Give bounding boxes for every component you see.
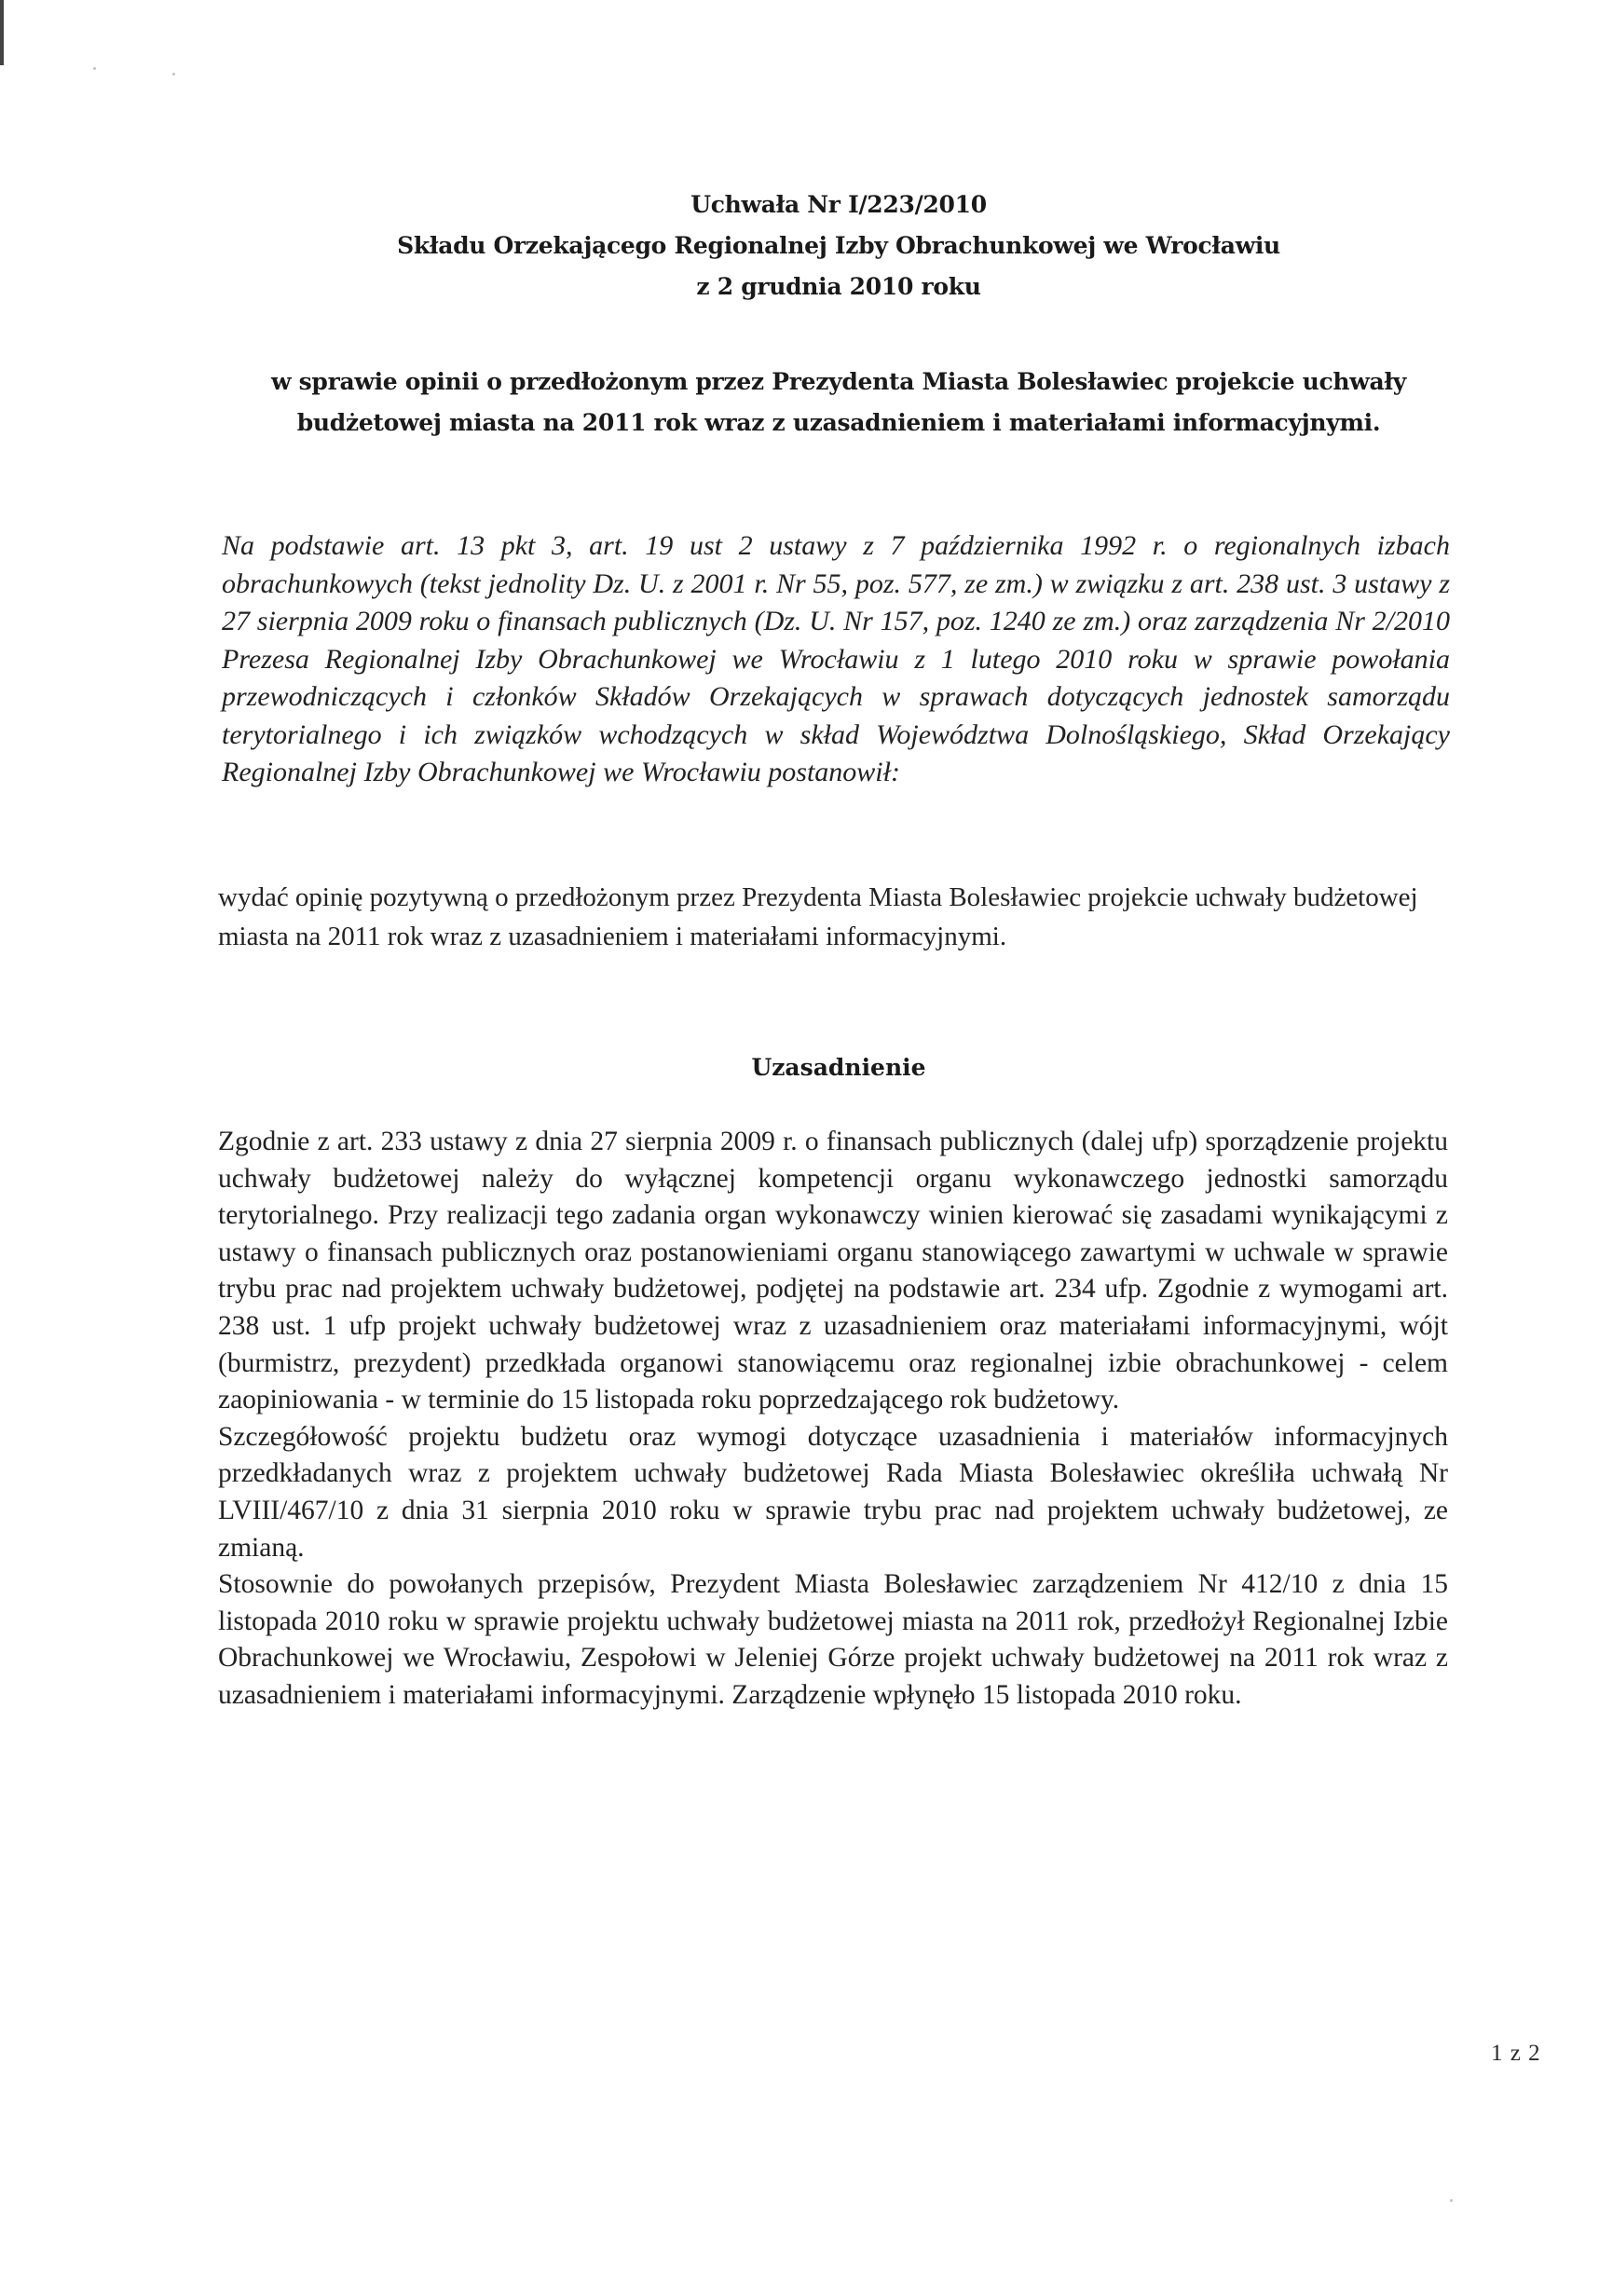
scan-speck (1450, 2199, 1453, 2202)
issuer-name: Składu Orzekającego Regionalnej Izby Obrachunkowej we Wrocławiu (397, 232, 1280, 259)
resolution-date: z 2 grudnia 2010 roku (696, 273, 981, 300)
decision-paragraph: wydać opinię pozytywną o przedłożonym przez Prezydenta Miasta Bolesławiec projekcie uchwały budżetowej miasta na 2011 rok wraz z uzasadnieniem i materiałami informacyjnymi. (218, 882, 1418, 951)
document-header (224, 184, 1454, 308)
justification-paragraph: Szczegółowość projektu budżetu oraz wymogi dotyczące uzasadnienia i materiałów informacyjnych przedkładanych wraz z projektem uchwały budżetowej Rada Miasta Bolesławiec określiła uchwałą Nr LVIII/467/10 z dnia 31 sierpnia 2010 roku w sprawie trybu prac nad projektem uchwały budżetowej, ze zmianą. (218, 1421, 1448, 1563)
scan-edge-mark (0, 0, 4, 65)
justification-body (218, 1124, 1448, 1715)
scan-speck (93, 67, 96, 70)
resolution-subject: w sprawie opinii o przedłożonym przez Prezydenta Miasta Bolesławiec projekcie uchwały budżetowej miasta na 2011 rok wraz z uzasadnieniem i materiałami informacyjnymi. (271, 368, 1406, 436)
legal-basis-paragraph: Na podstawie art. 13 pkt 3, art. 19 ust 2 ustawy z 7 października 1992 r. o regionalnych izbach obrachunkowych (tekst jednolity Dz. U. z 2001 r. Nr 55, poz. 577, ze zm.) w związku z art. 238 ust. 3 ustawy z 27 sierpnia 2009 roku o finansach publicznych (Dz. U. Nr 157, poz. 1240 ze zm.) oraz zarządzenia Nr 2/2010 Prezesa Regionalnej Izby Obrachunkowej we Wrocławiu z 1 lutego 2010 roku w sprawie powołania przewodniczących i członków Składów Orzekających w sprawach dotyczących jednostek samorządu terytorialnego i ich związków wchodzących w skład Województwa Dolnośląskiego, Skład Orzekający Regionalnej Izby Obrachunkowej we Wrocławiu postanowił: (222, 530, 1450, 787)
resolution-number: Uchwała Nr I/223/2010 (690, 191, 987, 218)
justification-paragraph: Zgodnie z art. 233 ustawy z dnia 27 sierpnia 2009 r. o finansach publicznych (dalej ufp) sporządzenie projektu uchwały budżetowej należy do wyłącznej kompetencji organu wykonawczego jednostki samorządu terytorialnego. Przy realizacji tego zadania organ wykonawczy winien kierować się zasadami wynikającymi z ustawy o finansach publicznych oraz postanowieniami organu stanowiącego zawartymi w uchwale w sprawie trybu prac nad projektem uchwały budżetowej, podjętej na podstawie art. 234 ufp. Zgodnie z wymogami art. 238 ust. 1 ufp projekt uchwały budżetowej wraz z uzasadnieniem oraz materiałami informacyjnymi, wójt (burmistrz, prezydent) przedkłada organowi stanowiącemu oraz regionalnej izbie obrachunkowej - celem zaopiniowania - w terminie do 15 listopada roku poprzedzającego rok budżetowy. (218, 1127, 1448, 1415)
justification-paragraph: Stosownie do powołanych przepisów, Prezydent Miasta Bolesławiec zarządzeniem Nr 412/10 z dnia 15 listopada 2010 roku w sprawie projektu uchwały budżetowej miasta na 2011 rok, przedłożył Regionalnej Izbie Obrachunkowej we Wrocławiu, Zespołowi w Jeleniej Górze projekt uchwały budżetowej na 2011 rok wraz z uzasadnieniem i materiałami informacyjnymi. Zarządzenie wpłynęło 15 listopada 2010 roku. (218, 1569, 1448, 1710)
justification-heading: Uzasadnienie (751, 1054, 926, 1081)
scan-speck (172, 73, 175, 75)
page-number: 1 z 2 (1491, 2041, 1541, 2066)
